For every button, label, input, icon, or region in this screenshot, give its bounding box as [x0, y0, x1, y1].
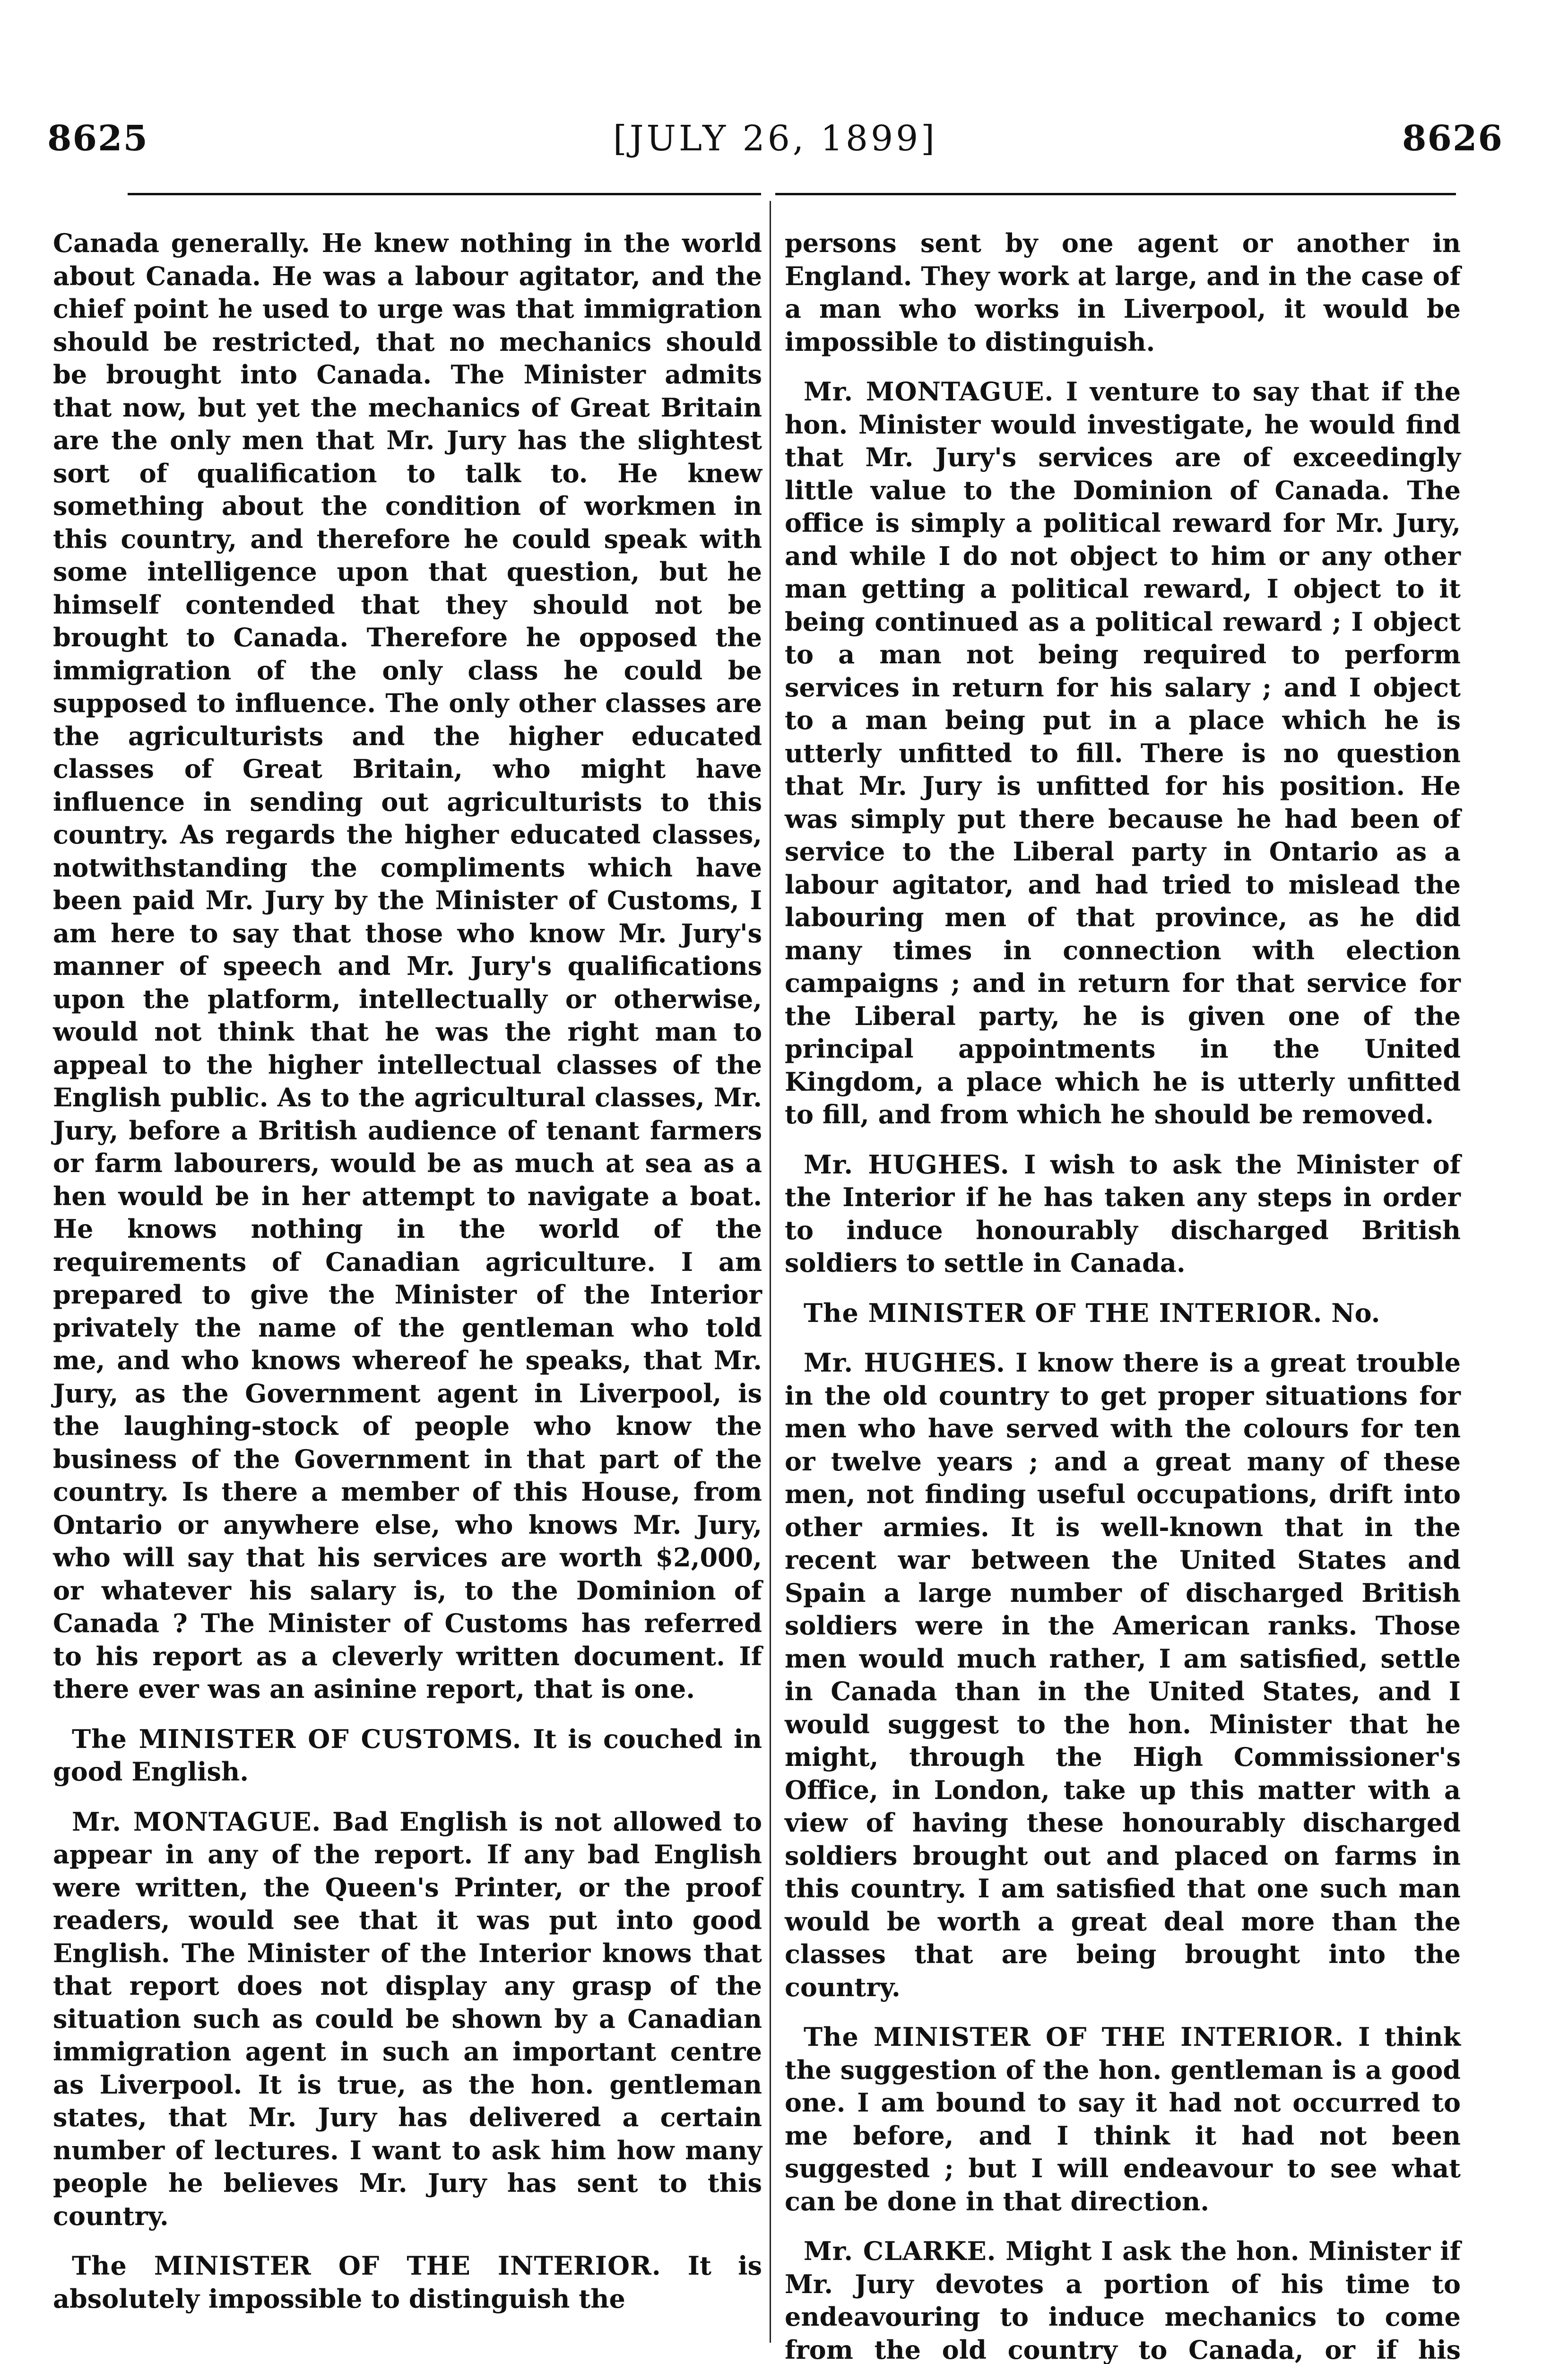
column-divider — [770, 201, 771, 2343]
speaker-name: Mr. MONTAGUE. — [804, 376, 1054, 407]
speech-paragraph — [785, 1148, 1461, 1280]
speech-paragraph — [53, 1723, 762, 1789]
page-header — [47, 118, 1503, 161]
paragraph-text: persons sent by one agent or another in England. They work at large, and in the case of a man who works in Liverpool, it would be impossible to distinguish. — [785, 228, 1461, 357]
speech-paragraph — [785, 1347, 1461, 2004]
speaker-name: Mr. CLARKE. — [804, 2236, 996, 2266]
speech-paragraph — [785, 375, 1461, 1131]
paragraph-text: Canada generally. He knew nothing in the world about Canada. He was a labour agitator, and the chief point he used to urge was that immigration should be restricted, that no mechanics should be brought into Canada. The Minister admits that now, but yet the mechanics of Great Britain are the only men that Mr. Jury has the slightest sort of qualification to talk to. He knew something about the condition of workmen in this country, and therefore he could speak with some intelligence upon that question, but he himself contended that they should not be brought to Canada. Therefore he opposed the immigration of the only class he could be supposed to influence. The only other classes are the agriculturists and the higher educated classes of Great Britain, who might have influence in sending out agriculturists to this country. As regards the higher educated classes, notwithstanding the compliments which have been paid Mr. Jury by the Minister of Customs, I am here to say that those who know Mr. Jury's manner of speech and Mr. Jury's qualifications upon the platform, intellectually or otherwise, would not think that he was the right man to appeal to the higher intellectual classes of the English public. As to the agricultural classes, Mr. Jury, before a British audience of tenant farmers or farm labourers, would be as much at sea as a hen would be in her attempt to navigate a boat. He knows nothing in the world of the requirements of Canadian agriculture. I am prepared to give the Minister of the Interior privately the name of the gentleman who told me, and who knows whereof he speaks, that Mr. Jury, as the Government agent in Liverpool, is the laughing-stock of people who know the business of the Government in that part of the country. Is there a member of this House, from Ontario or anywhere else, who knows Mr. Jury, who will say that his services are worth $2,000, or whatever his salary is, to the Dominion of Canada ? The Minister of Customs has referred to his report as a cleverly written document. If there ever was an asinine report, that is one. — [53, 228, 762, 1704]
speech-text: I venture to say that if the hon. Minister would investigate, he would find that Mr. Jury's services are of exceedingly little value to the Dominion of Canada. The office is simply a political reward for Mr. Jury, and while I do not object to him or any other man getting a political reward, I object to it being continued as a political reward ; I object to a man not being required to perform services in return for his salary ; and I object to a man being put in a place which he is utterly unfitted to fill. There is no question that Mr. Jury is unfitted for his position. He was simply put there because he had been of service to the Liberal party in Ontario as a labour agitator, and had tried to mislead the labouring men of that province, as he did many times in connection with election campaigns ; and in return for that service for the Liberal party, he is given one of the principal appointments in the United Kingdom, a place which he is utterly unfitted to fill, and from which he should be removed. — [785, 376, 1461, 1130]
paragraph — [53, 227, 762, 1706]
speech-text: Bad English is not allowed to appear in any of the report. If any bad English were written, the Queen's Printer, or the proof readers, would see that it was put into good English. The Minister of the Interior knows that that report does not display any grasp of the situation such as could be shown by a Canadian immigration agent in such an important centre as Liverpool. It is true, as the hon. gentleman states, that Mr. Jury has delivered a certain number of lectures. I want to ask him how many people he believes Mr. Jury has sent to this country. — [53, 1806, 762, 2231]
speech-paragraph — [53, 1806, 762, 2233]
left-column — [53, 227, 762, 2332]
speech-text: I think the suggestion of the hon. gentleman is a good one. I am bound to say it had not occurred to me before, and I think it had not been suggested ; but I will endeavour to see what can be done in that direction. — [785, 2022, 1461, 2216]
speech-text: It is absolutely impossible to distinguish the — [53, 2251, 762, 2314]
speaker-name: The MINISTER OF THE INTERIOR. — [804, 2022, 1344, 2052]
speech-text: Might I ask the hon. Minister if Mr. Jury devotes a portion of his time to endeavouring to induce mechanics to come from the old country to Canada, or if his — [785, 2236, 1461, 2364]
speech-text: It is couched in good English. — [53, 1723, 762, 1787]
right-column — [785, 227, 1461, 2364]
paragraph — [785, 227, 1461, 358]
speech-text: No. — [1322, 1297, 1380, 1328]
speaker-name: Mr. MONTAGUE. — [72, 1806, 321, 1837]
speech-paragraph — [785, 2021, 1461, 2218]
page-date: [JULY 26, 1899] — [613, 118, 938, 159]
page-number-left: 8625 — [47, 118, 148, 159]
speaker-name: The MINISTER OF THE INTERIOR. — [804, 1297, 1323, 1328]
header-rule-right — [775, 193, 1456, 195]
speech-paragraph — [53, 2250, 762, 2315]
speech-text: I know there is a great trouble in the old country to get proper situations for men who have served with the colours for ten or twelve years ; and a great many of these men, not finding useful occupations, drift into other armies. It is well-known that in the recent war between the United States and Spain a large number of discharged British soldiers were in the American ranks. Those men would much rather, I am satisfied, settle in Canada than in the United States, and I would suggest to the hon. Minister that he might, through the High Commissioner's Office, in London, take up this matter with a view of having these honourably discharged soldiers brought out and placed on farms in this country. I am satisfied that one such man would be worth a great deal more than the classes that are being brought into the country. — [785, 1347, 1461, 2002]
page-number-right: 8626 — [1402, 118, 1503, 159]
speech-paragraph — [785, 1297, 1461, 1330]
speech-paragraph — [785, 2235, 1461, 2364]
speaker-name: Mr. HUGHES. — [804, 1149, 1010, 1180]
speaker-name: Mr. HUGHES. — [804, 1347, 1005, 1378]
speaker-name: The MINISTER OF CUSTOMS. — [72, 1723, 522, 1754]
header-rule-left — [128, 193, 761, 195]
speech-text: I wish to ask the Minister of the Interior if he has taken any steps in order to induce honourably discharged British soldiers to settle in Canada. — [785, 1149, 1461, 1278]
speaker-name: The MINISTER OF THE INTERIOR. — [72, 2251, 661, 2281]
